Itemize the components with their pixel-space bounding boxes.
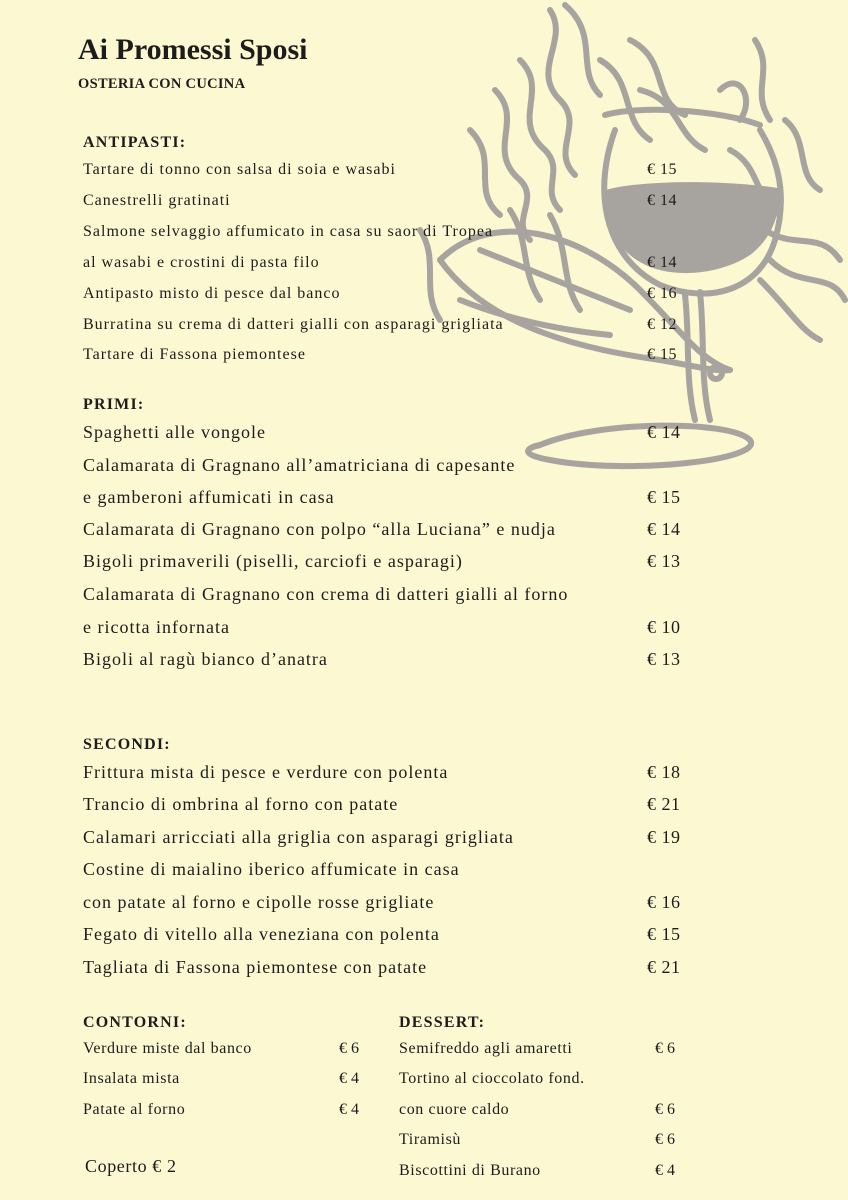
cover-charge: Coperto € 2 bbox=[85, 1156, 177, 1176]
item-name: Semifreddo agli amaretti bbox=[399, 1040, 573, 1057]
restaurant-subtitle: OSTERIA CON CUCINA bbox=[78, 76, 246, 92]
item-name: Trancio di ombrina al forno con patate bbox=[83, 794, 399, 814]
menu-item bbox=[83, 422, 683, 452]
item-name: al wasabi e crostini di pasta filo bbox=[83, 254, 320, 271]
menu-item bbox=[399, 1131, 689, 1157]
dessert-heading: DESSERT: bbox=[399, 1014, 486, 1031]
menu-item bbox=[83, 223, 683, 253]
item-name: Calamarata di Gragnano con crema di datteri gialli al forno bbox=[83, 584, 569, 604]
item-price: € 15 bbox=[647, 487, 681, 507]
item-name: Canestrelli gratinati bbox=[83, 192, 231, 209]
menu-item bbox=[83, 551, 683, 581]
item-name: Tagliata di Fassona piemontese con patate bbox=[83, 957, 428, 977]
item-name: con patate al forno e cipolle rosse grigliate bbox=[83, 892, 435, 912]
item-price: € 18 bbox=[647, 762, 681, 782]
item-price: € 10 bbox=[647, 617, 681, 637]
item-name: Salmone selvaggio affumicato in casa su saor di Tropea bbox=[83, 223, 494, 240]
item-name: Tortino al cioccolato fond. bbox=[399, 1070, 585, 1087]
menu-item bbox=[83, 285, 683, 315]
menu-item bbox=[83, 1040, 373, 1066]
item-price: € 21 bbox=[647, 794, 681, 814]
item-name: Calamari arricciati alla griglia con asparagi grigliata bbox=[83, 827, 514, 847]
menu-item bbox=[83, 161, 683, 191]
item-name: Calamarata di Gragnano all’amatriciana di capesante bbox=[83, 455, 516, 475]
menu-item bbox=[399, 1101, 689, 1127]
menu-item bbox=[83, 957, 683, 987]
item-name: Bigoli al ragù bianco d’anatra bbox=[83, 649, 328, 669]
item-name: Insalata mista bbox=[83, 1070, 180, 1087]
menu-item bbox=[83, 617, 683, 647]
item-name: e ricotta infornata bbox=[83, 617, 230, 637]
menu-item bbox=[83, 584, 683, 614]
antipasti-heading: ANTIPASTI: bbox=[83, 134, 187, 151]
menu-item bbox=[83, 455, 683, 485]
item-price: € 21 bbox=[647, 957, 681, 977]
item-name: Bigoli primaverili (piselli, carciofi e asparagi) bbox=[83, 551, 463, 571]
item-price: € 4 bbox=[339, 1070, 359, 1087]
item-price: € 14 bbox=[647, 422, 681, 442]
item-price: € 6 bbox=[655, 1131, 675, 1148]
item-name: Fegato di vitello alla veneziana con polenta bbox=[83, 924, 440, 944]
restaurant-name: Ai Promessi Sposi bbox=[78, 33, 308, 66]
menu-item bbox=[83, 762, 683, 792]
menu-item bbox=[83, 254, 683, 284]
menu-item bbox=[83, 1101, 373, 1127]
item-name: Verdure miste dal banco bbox=[83, 1040, 252, 1057]
item-price: € 19 bbox=[647, 827, 681, 847]
item-price: € 16 bbox=[647, 285, 677, 302]
menu-item bbox=[399, 1070, 689, 1096]
menu-item bbox=[83, 649, 683, 679]
item-price: € 13 bbox=[647, 551, 681, 571]
item-name: Tartare di tonno con salsa di soia e wasabi bbox=[83, 161, 396, 178]
item-name: Tiramisù bbox=[399, 1131, 462, 1148]
menu-item bbox=[83, 1070, 373, 1096]
item-name: Costine di maialino iberico affumicate in casa bbox=[83, 859, 460, 879]
menu-header bbox=[78, 32, 307, 93]
item-price: € 14 bbox=[647, 192, 677, 209]
item-name: Patate al forno bbox=[83, 1101, 186, 1118]
item-price: € 16 bbox=[647, 892, 681, 912]
item-name: Tartare di Fassona piemontese bbox=[83, 346, 306, 363]
menu-item bbox=[83, 346, 683, 376]
item-price: € 15 bbox=[647, 346, 677, 363]
item-name: Spaghetti alle vongole bbox=[83, 422, 266, 442]
item-name: Burratina su crema di datteri gialli con asparagi grigliata bbox=[83, 316, 504, 333]
item-name: con cuore caldo bbox=[399, 1101, 510, 1118]
menu-item bbox=[83, 487, 683, 517]
item-name: Biscottini di Burano bbox=[399, 1162, 541, 1179]
item-price: € 15 bbox=[647, 924, 681, 944]
menu-item bbox=[83, 316, 683, 346]
item-price: € 4 bbox=[655, 1162, 675, 1179]
item-name: Calamarata di Gragnano con polpo “alla Luciana” e nudja bbox=[83, 519, 556, 539]
contorni-heading: CONTORNI: bbox=[83, 1014, 187, 1031]
primi-heading: PRIMI: bbox=[83, 396, 145, 413]
item-price: € 12 bbox=[647, 316, 677, 333]
item-price: € 14 bbox=[647, 519, 681, 539]
menu-item bbox=[83, 192, 683, 222]
item-price: € 6 bbox=[339, 1040, 359, 1057]
item-price: € 15 bbox=[647, 161, 677, 178]
menu-item bbox=[83, 519, 683, 549]
item-price: € 13 bbox=[647, 649, 681, 669]
item-price: € 4 bbox=[339, 1101, 359, 1118]
item-name: Frittura mista di pesce e verdure con polenta bbox=[83, 762, 449, 782]
menu-item bbox=[399, 1040, 689, 1066]
item-price: € 14 bbox=[647, 254, 677, 271]
menu-item bbox=[83, 827, 683, 857]
secondi-heading: SECONDI: bbox=[83, 736, 171, 753]
item-price: € 6 bbox=[655, 1101, 675, 1118]
menu-item bbox=[399, 1162, 689, 1188]
menu-item bbox=[83, 859, 683, 889]
item-name: Antipasto misto di pesce dal banco bbox=[83, 285, 341, 302]
item-price: € 6 bbox=[655, 1040, 675, 1057]
menu-item bbox=[83, 794, 683, 824]
menu-item bbox=[83, 892, 683, 922]
item-name: e gamberoni affumicati in casa bbox=[83, 487, 335, 507]
menu-item bbox=[83, 924, 683, 954]
